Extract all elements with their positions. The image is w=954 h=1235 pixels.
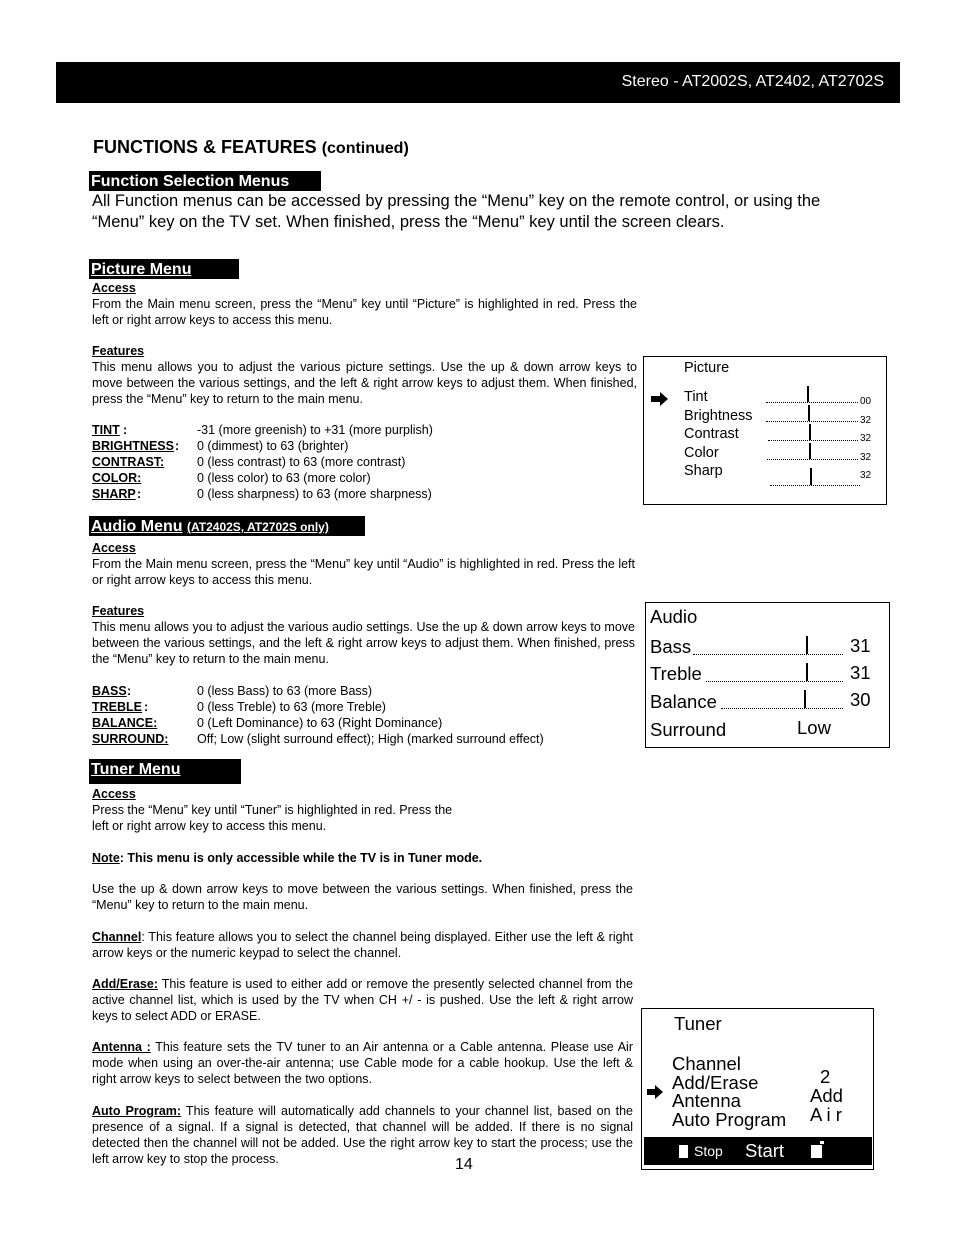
def-value: 0 (less Treble) to 63 (more Treble) xyxy=(197,700,386,714)
osd-row-value: 30 xyxy=(850,689,871,710)
osd-row-label: Channel xyxy=(672,1053,741,1074)
header-bar xyxy=(56,62,900,103)
picture-osd-names xyxy=(684,388,753,481)
audio-access-block xyxy=(92,540,635,588)
osd-row-label: Treble xyxy=(650,663,702,684)
def-sep: : xyxy=(144,700,149,714)
osd-slider-track xyxy=(767,445,858,460)
osd-row-value: A i r xyxy=(810,1104,842,1125)
picture-access-title: Access xyxy=(92,281,136,295)
audio-osd-box xyxy=(645,602,890,748)
def-key: TINT xyxy=(92,423,120,437)
osd-slider-track xyxy=(706,665,843,682)
osd-row-value: 32 xyxy=(860,414,872,426)
osd-slider-marker xyxy=(809,424,811,440)
audio-menu-label-text: Audio Menu xyxy=(91,518,183,535)
stop-label[interactable]: Stop xyxy=(694,1143,723,1159)
audio-access-text: From the Main menu screen, press the “Menu” key until “Audio” is highlighted in red. Press the left or right arrow keys to access this menu. xyxy=(92,557,635,587)
tuner-channel-block xyxy=(92,929,633,961)
def-sep: : xyxy=(127,684,132,698)
def-key: BRIGHTNESS xyxy=(92,439,174,453)
picture-osd-box xyxy=(643,356,887,505)
tuner-autoprog-text: This feature will automatically add channels to your channel list, based on the presence of a signal. If a signal is detected, that channel will be added. If there is no signal detected then the channel will not be added. Use the right arrow key to start the process; use the left arrow key to stop the process. xyxy=(92,1104,633,1166)
picture-features-title: Features xyxy=(92,344,145,358)
picture-features-text: This menu allows you to adjust the various picture settings. Use the up & down arrow keys to move between the various settings, and the left & right arrow keys to adjust them. When finished, press the “Menu” key to return to the main menu. xyxy=(92,360,637,406)
picture-features-block xyxy=(92,343,637,407)
tuner-access-block xyxy=(92,786,634,834)
heading-suffix: (continued) xyxy=(321,140,409,157)
osd-row-label: Balance xyxy=(650,691,717,712)
tuner-osd-box xyxy=(641,1008,874,1170)
tuner-adderase-label: Add/Erase: xyxy=(92,977,158,991)
audio-features-text: This menu allows you to adjust the various audio settings. Use the up & down arrow keys to move between the various settings, and the left & right arrow keys to adjust them. When finished, press the “Menu” key to return to the main menu. xyxy=(92,620,635,666)
tuner-osd-values xyxy=(810,1067,870,1124)
osd-row-value: 32 xyxy=(860,451,872,463)
tuner-antenna-block xyxy=(92,1039,633,1087)
def-sep: : xyxy=(175,439,180,453)
tuner-access-text-1: Press the “Menu” key until “Tuner” is highlighted in red. Press the xyxy=(92,803,453,817)
tuner-access-title: Access xyxy=(92,787,136,801)
def-value: 0 (less contrast) to 63 (more contrast) xyxy=(197,455,406,469)
osd-row-label: Tint xyxy=(684,389,708,405)
picture-menu-label-text: Picture Menu xyxy=(91,261,192,278)
tuner-antenna-label: Antenna : xyxy=(92,1040,151,1054)
tuner-note xyxy=(92,850,634,866)
tuner-menu-label xyxy=(89,759,241,784)
def-key: COLOR: xyxy=(92,471,142,485)
picture-definitions xyxy=(92,422,637,504)
tuner-channel-text: : This feature allows you to select the channel being displayed. Either use the left & right arrow keys or the numeric keypad to select the channel. xyxy=(92,930,633,960)
picture-menu-label xyxy=(89,259,239,279)
osd-row-label: Color xyxy=(684,444,719,461)
picture-osd-values xyxy=(860,393,871,486)
osd-row-value: 32 xyxy=(860,470,872,481)
audio-definitions xyxy=(92,683,637,749)
audio-features-title: Features xyxy=(92,604,145,618)
selection-arrow-icon xyxy=(647,1085,664,1099)
def-sep: : xyxy=(137,487,142,501)
function-menus-text: All Function menus can be accessed by pressing the “Menu” key on the remote control, or using the “Menu” key on the TV set. When finished, press the “Menu” key until the screen clears. xyxy=(92,192,821,231)
def-key: SHARP xyxy=(92,487,136,501)
tuner-adderase-block xyxy=(92,976,633,1024)
osd-slider-track xyxy=(693,638,843,655)
def-value: 0 (less sharpness) to 63 (more sharpness) xyxy=(197,487,432,501)
header-title: Stereo - AT2002S, AT2402, AT2702S xyxy=(621,73,884,90)
audio-menu-label xyxy=(89,516,365,536)
def-value: 0 (less color) to 63 (more color) xyxy=(197,471,371,485)
selection-arrow-icon xyxy=(651,392,669,406)
osd-row-label: Contrast xyxy=(684,426,739,442)
tuner-autoprog-label: Auto Program: xyxy=(92,1104,182,1118)
tuner-osd-names xyxy=(672,1055,786,1129)
tuner-access-text-2: left or right arrow key to access this menu. xyxy=(92,819,327,833)
picture-osd-title: Picture xyxy=(684,360,730,376)
osd-row-label: Auto Program xyxy=(672,1108,787,1130)
osd-row-label: Surround xyxy=(650,719,727,740)
def-value: 0 (dimmest) to 63 (brighter) xyxy=(197,439,349,453)
osd-row-label: Bass xyxy=(650,636,692,657)
osd-row-label: Antenna xyxy=(672,1090,741,1111)
osd-slider-marker xyxy=(808,405,810,421)
def-key: SURROUND: xyxy=(92,732,169,746)
picture-access-block xyxy=(92,280,637,328)
osd-row-value: Low xyxy=(797,717,831,738)
osd-slider-marker xyxy=(810,468,812,485)
osd-slider-track xyxy=(768,426,858,441)
tuner-channel-label: Channel xyxy=(92,930,142,944)
osd-row-value: 32 xyxy=(860,433,872,444)
osd-row-value: 00 xyxy=(860,396,872,407)
audio-osd-title: Audio xyxy=(650,606,698,627)
page-heading xyxy=(93,137,409,158)
osd-slider-marker xyxy=(804,690,806,708)
def-value: 0 (Left Dominance) to 63 (Right Dominance) xyxy=(197,716,443,730)
start-icon xyxy=(811,1145,822,1158)
osd-slider-track xyxy=(770,471,860,486)
osd-row-label: Brightness xyxy=(684,407,753,424)
def-sep: : xyxy=(123,423,128,437)
tuner-note-label: Note xyxy=(92,851,120,865)
def-key: CONTRAST: xyxy=(92,455,165,469)
stop-icon xyxy=(679,1145,688,1158)
audio-menu-label-note: (AT2402S, AT2702S only) xyxy=(187,520,329,534)
audio-access-title: Access xyxy=(92,541,136,555)
def-value: Off; Low (slight surround effect); High (marked surround effect) xyxy=(197,732,544,746)
tuner-adderase-text: This feature is used to either add or remove the presently selected channel from the active channel list, which is used by the TV when CH +/ - is pushed. Use the left & right arrow keys to select ADD or ERASE. xyxy=(92,977,633,1023)
osd-row-value: 31 xyxy=(850,662,871,683)
def-key: TREBLE xyxy=(92,700,142,714)
def-value: -31 (more greenish) to +31 (more purplish) xyxy=(197,423,433,437)
osd-slider-marker xyxy=(807,386,809,402)
def-value: 0 (less Bass) to 63 (more Bass) xyxy=(197,684,373,698)
osd-slider-marker xyxy=(806,663,808,681)
osd-row-label: Add/Erase xyxy=(672,1071,759,1093)
audio-features-block xyxy=(92,603,635,667)
page-number: 14 xyxy=(455,1156,473,1173)
tuner-menu-label-text: Tuner Menu xyxy=(91,761,181,778)
osd-slider-track xyxy=(766,388,858,403)
osd-row-value: 2 xyxy=(820,1066,831,1087)
auto-program-bar xyxy=(644,1137,872,1165)
osd-slider-marker xyxy=(806,636,808,654)
def-key: BALANCE: xyxy=(92,716,158,730)
picture-access-text: From the Main menu screen, press the “Menu” key until “Picture” is highlighted in red. Press the left or right arrow keys to access this menu. xyxy=(92,297,637,327)
osd-slider-track xyxy=(766,407,858,422)
osd-row-value: 31 xyxy=(850,635,871,656)
osd-row-label: Sharp xyxy=(684,463,723,479)
function-menus-label: Function Selection Menus xyxy=(89,171,321,191)
tuner-osd-title: Tuner xyxy=(674,1013,722,1034)
tuner-note-text: : This menu is only accessible while the TV is in Tuner mode. xyxy=(119,851,483,865)
tuner-usage-text: Use the up & down arrow keys to move between the various settings. When finished, press the “Menu” key to return to the main menu. xyxy=(92,882,633,912)
tuner-antenna-text: This feature sets the TV tuner to an Air antenna or a Cable antenna. Please use Air mode when using an over-the-air antenna; use Cable mode for a cable hookup. Use the left & right arrow keys to select between the two options. xyxy=(92,1040,633,1086)
heading-main: FUNCTIONS & FEATURES xyxy=(93,137,317,157)
def-key: BASS xyxy=(92,684,127,698)
osd-row-value: Add xyxy=(810,1085,843,1106)
start-label[interactable]: Start xyxy=(745,1140,785,1161)
osd-slider-track xyxy=(721,692,843,709)
tuner-autoprog-block xyxy=(92,1103,633,1167)
start-icon-notch xyxy=(820,1141,824,1144)
osd-slider-marker xyxy=(809,443,811,459)
